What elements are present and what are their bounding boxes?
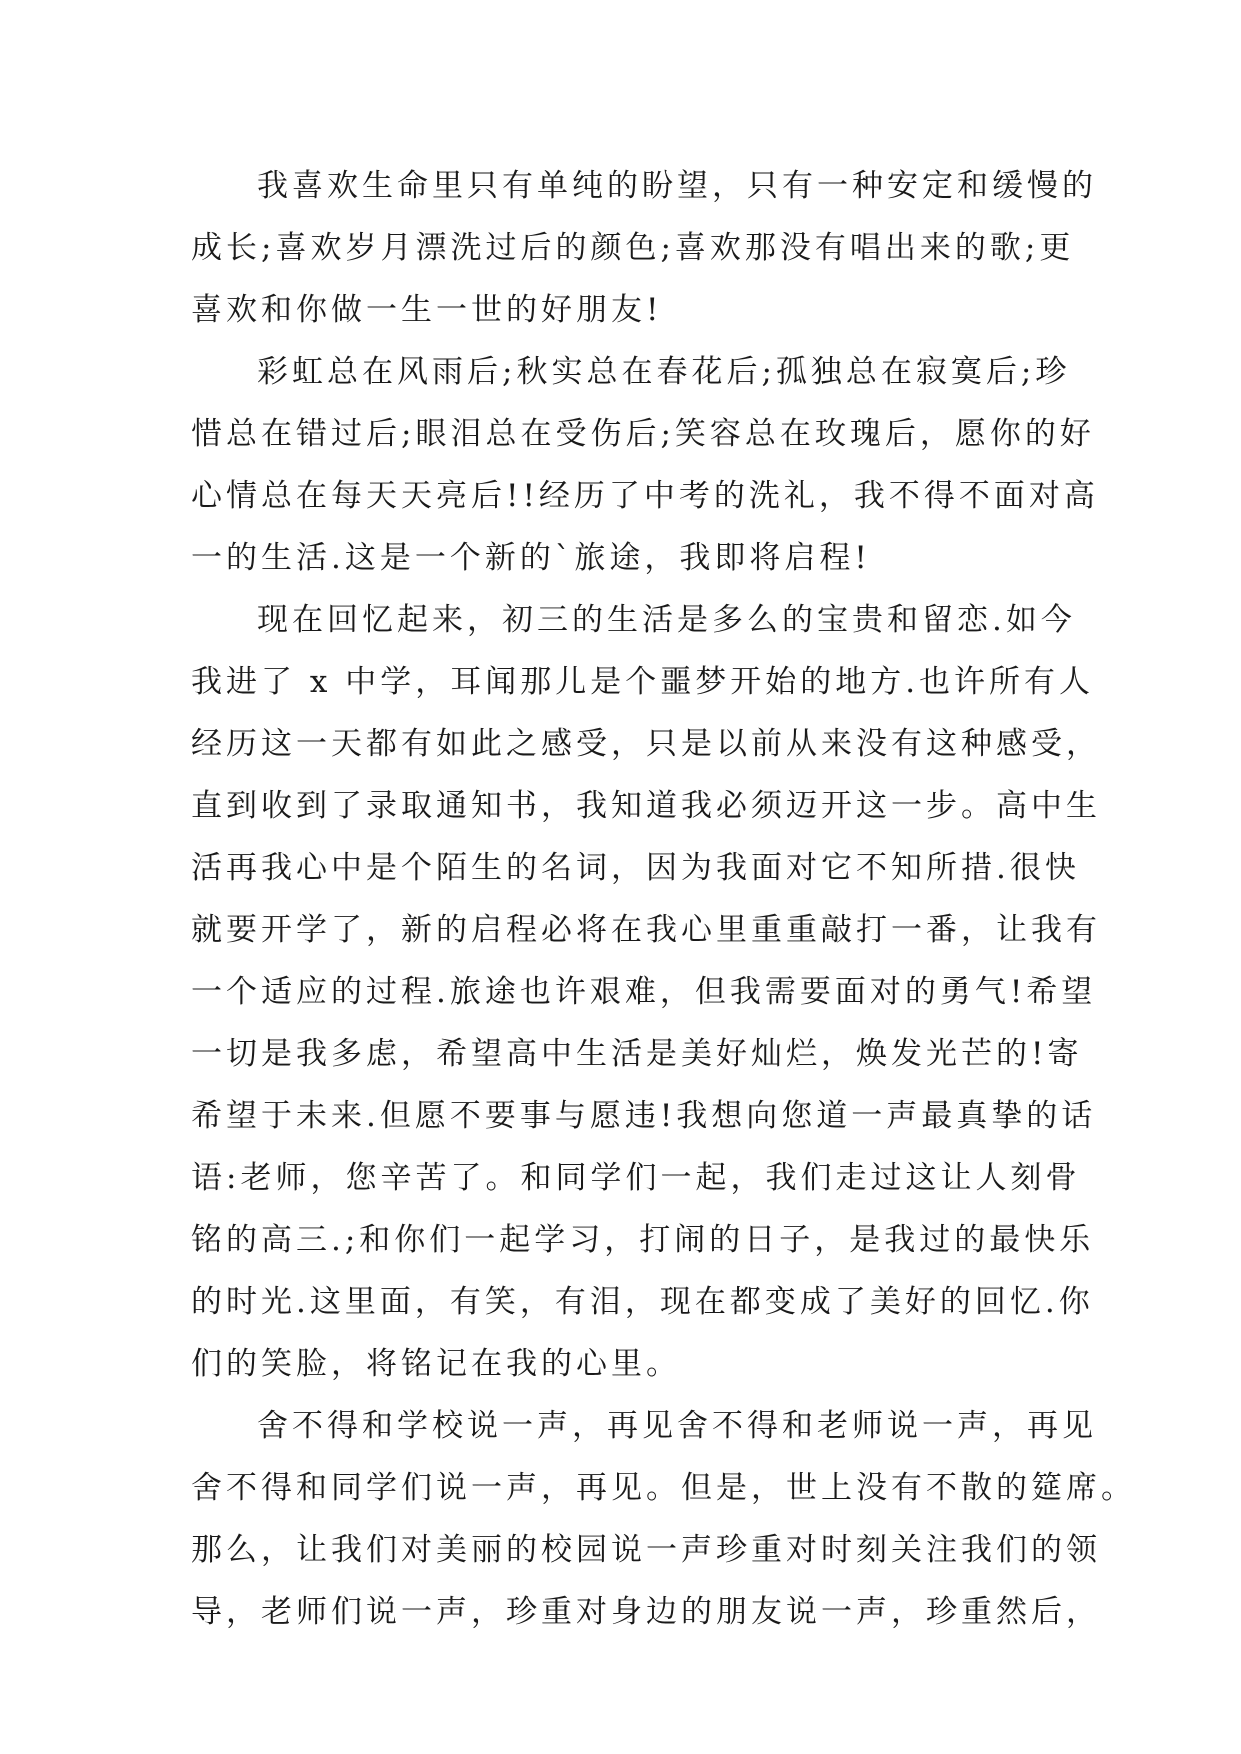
text-line: 现在回忆起来，初三的生活是多么的宝贵和留恋.如今	[257, 602, 1076, 638]
document-body	[191, 155, 1136, 1643]
paragraph-4	[191, 1395, 1136, 1643]
text-line: 喜欢和你做一生一世的好朋友!	[191, 292, 663, 328]
text-line: 我进了 x 中学，耳闻那儿是个噩梦开始的地方.也许所有人	[191, 664, 1095, 700]
text-line: 成长;喜欢岁月漂洗过后的颜色;喜欢那没有唱出来的歌;更	[191, 230, 1075, 266]
text-line: 心情总在每天天亮后!!经历了中考的洗礼，我不得不面对高	[191, 478, 1099, 514]
text-line: 一切是我多虑，希望高中生活是美好灿烂，焕发光芒的!寄	[191, 1036, 1083, 1072]
text-line: 舍不得和同学们说一声，再见。但是，世上没有不散的筵席。	[191, 1470, 1136, 1506]
text-line: 的时光.这里面，有笑，有泪，现在都变成了美好的回忆.你	[191, 1284, 1094, 1320]
paragraph-2	[191, 341, 1099, 589]
text-line: 一的生活.这是一个新的`旅途，我即将启程!	[191, 540, 871, 576]
text-line: 铭的高三.;和你们一起学习，打闹的日子，是我过的最快乐	[191, 1222, 1095, 1258]
text-line: 就要开学了，新的启程必将在我心里重重敲打一番，让我有	[191, 912, 1101, 948]
text-line: 直到收到了录取通知书，我知道我必须迈开这一步。高中生	[191, 788, 1101, 824]
paragraph-1	[191, 155, 1097, 341]
text-line: 惜总在错过后;眼泪总在受伤后;笑容总在玫瑰后，愿你的好	[191, 416, 1095, 452]
paragraph-3	[191, 589, 1101, 1395]
text-line: 经历这一天都有如此之感受，只是以前从来没有这种感受，	[191, 726, 1101, 762]
text-line: 那么，让我们对美丽的校园说一声珍重对时刻关注我们的领	[191, 1532, 1101, 1568]
text-line: 舍不得和学校说一声，再见舍不得和老师说一声，再见	[257, 1408, 1097, 1444]
text-line: 彩虹总在风雨后;秋实总在春花后;孤独总在寂寞后;珍	[257, 354, 1071, 390]
text-line: 我喜欢生命里只有单纯的盼望，只有一种安定和缓慢的	[257, 168, 1097, 204]
text-line: 活再我心中是个陌生的名词，因为我面对它不知所措.很快	[191, 850, 1080, 886]
text-line: 语:老师，您辛苦了。和同学们一起，我们走过这让人刻骨	[191, 1160, 1081, 1196]
text-line: 导，老师们说一声，珍重对身边的朋友说一声，珍重然后，	[191, 1594, 1101, 1630]
text-line: 们的笑脸，将铭记在我的心里。	[191, 1346, 681, 1382]
text-line: 一个适应的过程.旅途也许艰难，但我需要面对的勇气!希望	[191, 974, 1097, 1010]
text-line: 希望于未来.但愿不要事与愿违!我想向您道一声最真挚的话	[191, 1098, 1097, 1134]
